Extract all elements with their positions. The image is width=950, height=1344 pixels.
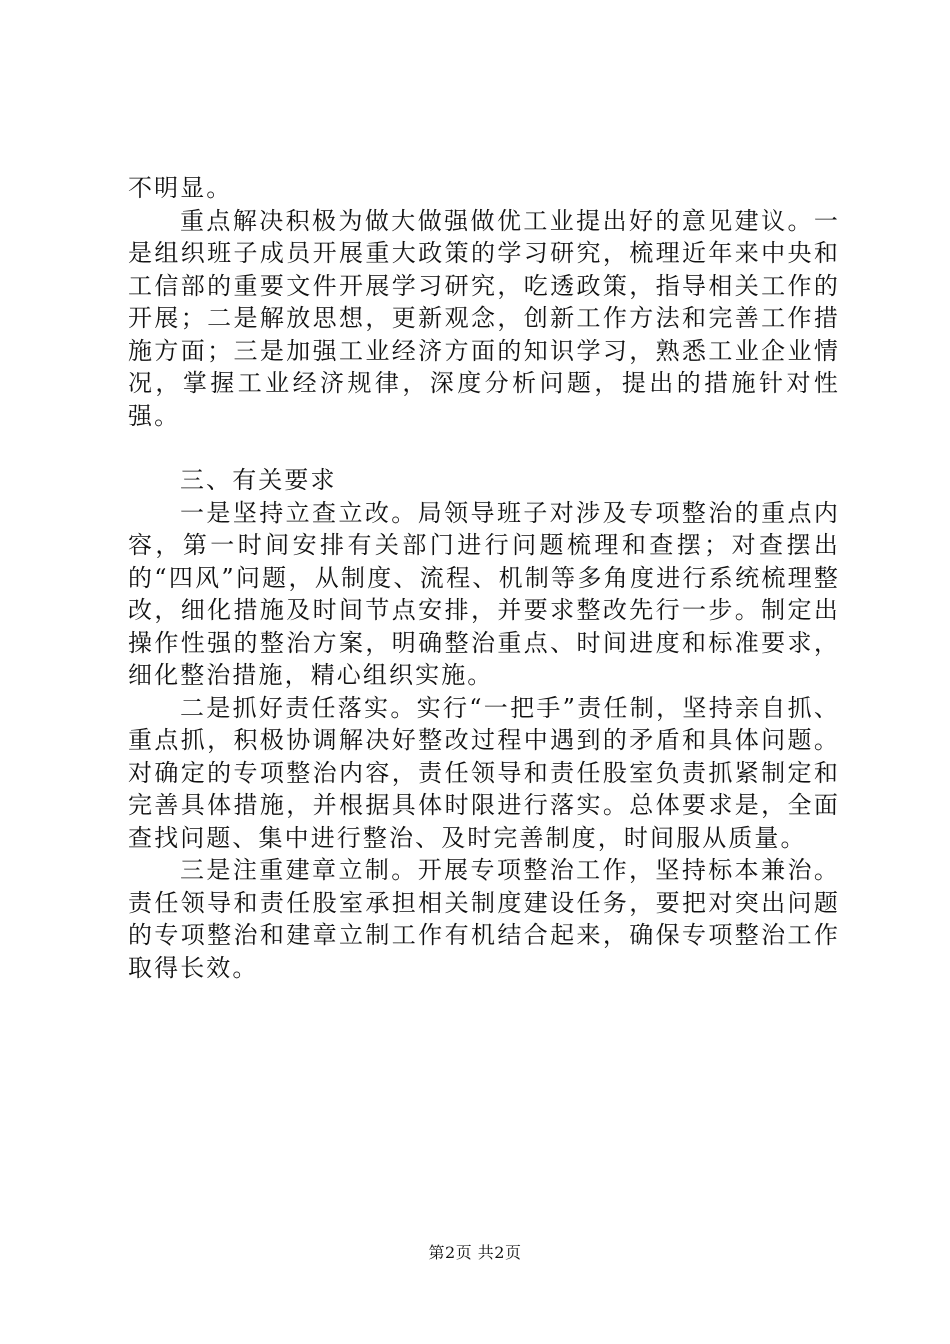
page-number-label: 第2页 共2页 — [428, 1243, 522, 1262]
paragraph-key-issues: 重点解决积极为做大做强做优工业提出好的意见建议。一是组织班子成员开展重大政策的学习研究，梳理近年来中央和工信部的重要文件开展学习研究，吃透政策，指导相关工作的开展；二是解放思想，更新观念，创新工作方法和完善工作措施方面；三是加强工业经济方面的知识学习，熟悉工业企业情况，掌握工业经济规律，深度分析问题，提出的措施针对性强。 — [128, 206, 840, 430]
section-heading-requirements: 三、有关要求 — [180, 466, 337, 494]
paragraph-requirement-2: 二是抓好责任落实。实行“一把手”责任制，坚持亲自抓、重点抓，积极协调解决好整改过程中遇到的矛盾和具体问题。对确定的专项整治内容，责任领导和责任股室负责抓紧制定和完善具体措施，并根据具体时限进行落实。总体要求是，全面查找问题、集中进行整治、及时完善制度，时间服从质量。 — [128, 693, 840, 852]
paragraph-continuation: 不明显。 — [128, 174, 233, 202]
page-footer — [0, 1242, 950, 1264]
paragraph-requirement-3: 三是注重建章立制。开展专项整治工作，坚持标本兼治。责任领导和责任股室承担相关制度建设任务，要把对突出问题的专项整治和建章立制工作有机结合起来，确保专项整治工作取得长效。 — [128, 856, 840, 982]
document-body — [128, 172, 840, 984]
paragraph-requirement-1: 一是坚持立查立改。局领导班子对涉及专项整治的重点内容，第一时间安排有关部门进行问题梳理和查摆；对查摆出的“四风”问题，从制度、流程、机制等多角度进行系统梳理整改，细化措施及时间节点安排，并要求整改先行一步。制定出操作性强的整治方案，明确整治重点、时间进度和标准要求，细化整治措施，精心组织实施。 — [128, 498, 840, 689]
